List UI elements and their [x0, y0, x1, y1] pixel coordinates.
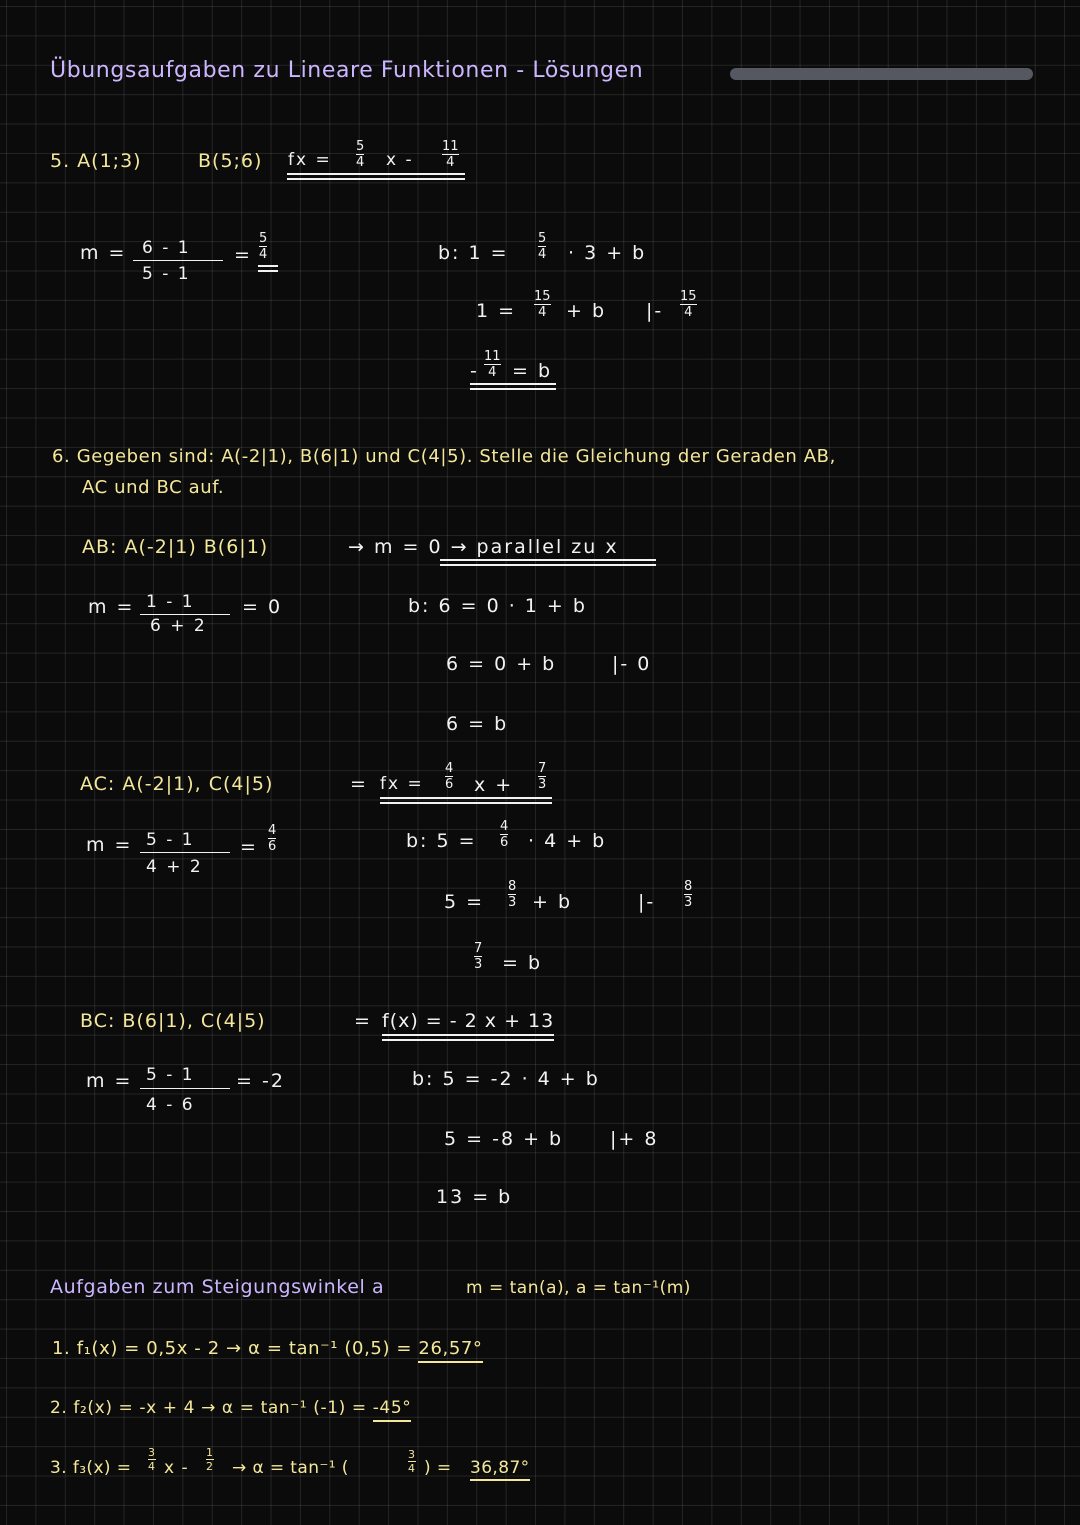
title-text: Übungsaufgaben zu Lineare Funktionen	[50, 58, 509, 83]
a5-m-result-fraction: 5 4	[259, 231, 268, 262]
a5-slope-fraction: 5 4	[356, 139, 365, 170]
title-separator: -	[516, 58, 525, 83]
a5-b-line1-fraction: 5 4	[538, 231, 547, 262]
bc-m-denominator: 4 - 6	[146, 1095, 195, 1115]
angle-item-3-a: 3. f₃(x) =	[50, 1458, 132, 1478]
title-highlight-bar	[730, 68, 1033, 80]
a6-task-line2: AC und BC auf.	[82, 477, 225, 498]
bc-equals: =	[354, 1010, 372, 1032]
angle-title: Aufgaben zum Steigungswinkel a	[50, 1276, 385, 1298]
page-title	[50, 60, 643, 82]
ac-equals: =	[350, 773, 368, 795]
angle-formula: m = tan(a), a = tan⁻¹(m)	[466, 1278, 691, 1298]
a5-m-label: m =	[80, 242, 127, 264]
ab-head: AB: A(-2|1) B(6|1)	[82, 536, 269, 558]
angle-item-3-result: 36,87°	[470, 1460, 530, 1481]
a5-point-b: B(5;6)	[198, 150, 263, 172]
a5-b-line2-mid: + b	[566, 300, 607, 322]
bc-head: BC: B(6|1), C(4|5)	[80, 1010, 266, 1032]
ab-b-line1: b: 6 = 0 · 1 + b	[408, 595, 587, 617]
a5-m-numerator: 6 - 1	[142, 238, 191, 258]
ac-m-label: m =	[86, 834, 133, 856]
angle-item-2: 2. f₂(x) = -x + 4 → α = tan⁻¹ (-1) = -45°	[50, 1400, 411, 1417]
ab-m-fraction-bar	[140, 614, 230, 615]
a5-b-line3-fraction: 11 4	[484, 349, 501, 380]
title-suffix: Lösungen	[532, 58, 644, 83]
bc-m-numerator: 5 - 1	[146, 1065, 195, 1085]
ab-underline-2	[440, 564, 656, 566]
bc-m-label: m =	[86, 1070, 133, 1092]
angle-item-1: 1. f₁(x) = 0,5x - 2 → α = tan⁻¹ (0,5) = 26,57°	[52, 1340, 483, 1358]
ac-m-denominator: 4 + 2	[146, 857, 203, 877]
a5-b-underline-2	[470, 388, 556, 390]
ac-b-line1-right: · 4 + b	[528, 830, 607, 852]
a5-x-minus: x -	[386, 150, 414, 170]
a5-fx-label: fx =	[288, 150, 332, 170]
angle-item-3-const-fraction: 1 2	[206, 1446, 214, 1473]
a5-m-fraction-bar	[133, 260, 223, 261]
a5-head: 5. A(1;3)	[50, 150, 142, 172]
ac-head: AC: A(-2|1), C(4|5)	[80, 773, 274, 795]
ac-b-line3-result: = b	[502, 952, 543, 974]
a5-b-line2-op: |-	[646, 300, 664, 322]
ab-m-denominator: 6 + 2	[150, 616, 207, 636]
a5-result-underline-1	[287, 173, 465, 175]
ac-b-line2-op: |-	[638, 891, 656, 913]
a5-b-line1-right: · 3 + b	[568, 242, 647, 264]
angle-item-3-b: x -	[164, 1458, 189, 1478]
bc-underline-1	[382, 1034, 554, 1036]
bc-m-fraction-bar	[140, 1088, 230, 1089]
a5-m-denominator: 5 - 1	[142, 264, 191, 284]
a5-m-eq: =	[234, 244, 252, 266]
ac-const-fraction: 7 3	[538, 761, 547, 792]
a5-b-line3-minus: -	[470, 360, 479, 382]
a5-b-line2-fraction: 15 4	[534, 289, 551, 320]
bc-underline-2	[382, 1039, 554, 1041]
bc-result: f(x) = - 2 x + 13	[382, 1010, 555, 1032]
a5-b-underline-1	[470, 383, 556, 385]
ac-x-plus: x +	[474, 774, 514, 796]
bc-b-line3: 13 = b	[436, 1186, 513, 1208]
angle-item-2-result: -45°	[373, 1398, 412, 1422]
ab-b-line2-op: |- 0	[612, 653, 652, 675]
angle-item-3-d: ) =	[424, 1458, 452, 1478]
bc-b-line2-op: |+ 8	[610, 1128, 659, 1150]
ab-b-line2: 6 = 0 + b	[446, 653, 557, 675]
a5-m-underline-1	[258, 265, 278, 267]
a5-b-line2-op-fraction: 15 4	[680, 289, 697, 320]
ac-m-numerator: 5 - 1	[146, 830, 195, 850]
angle-item-3-c: → α = tan⁻¹ (	[232, 1458, 349, 1478]
ac-fx-label: fx =	[380, 774, 424, 794]
ac-underline-2	[380, 802, 552, 804]
ac-m-fraction-bar	[140, 852, 230, 853]
bc-b-line1: b: 5 = -2 · 4 + b	[412, 1068, 600, 1090]
angle-item-3-tan-fraction: 3 4	[408, 1448, 416, 1475]
ac-b-line2-fraction: 8 3	[508, 879, 517, 910]
a6-task-line1: 6. Gegeben sind: A(-2|1), B(6|1) und C(4|5). Stelle die Gleichung der Geraden AB,	[52, 446, 836, 467]
ab-m-label: m =	[88, 596, 135, 618]
ac-b-line1-fraction: 4 6	[500, 819, 509, 850]
angle-item-1-result: 26,57°	[418, 1338, 482, 1363]
a5-result-underline-2	[287, 178, 465, 180]
ac-b-line1-left: b: 5 =	[406, 830, 477, 852]
a5-m-underline-2	[258, 270, 278, 272]
ac-m-eq: =	[240, 836, 258, 858]
a5-b-line2-left: 1 =	[476, 300, 517, 322]
ac-slope-fraction: 4 6	[445, 761, 454, 792]
ab-b-line3: 6 = b	[446, 713, 509, 735]
bc-m-result: = -2	[236, 1070, 285, 1092]
ab-underline-1	[440, 559, 656, 561]
bc-b-line2: 5 = -8 + b	[444, 1128, 564, 1150]
ac-b-line2-op-fraction: 8 3	[684, 879, 693, 910]
a5-b-line3-result: = b	[512, 360, 553, 382]
ac-underline-1	[380, 797, 552, 799]
ab-result: → m = 0 → parallel zu x	[348, 536, 619, 558]
ab-m-numerator: 1 - 1	[146, 592, 195, 612]
ac-b-line3-fraction: 7 3	[474, 941, 483, 972]
ac-b-line2-mid: + b	[532, 891, 573, 913]
ac-b-line2-left: 5 =	[444, 891, 485, 913]
ac-m-result-fraction: 4 6	[268, 823, 277, 854]
a5-const-fraction: 11 4	[442, 139, 459, 170]
angle-item-3-slope-fraction: 3 4	[148, 1446, 156, 1473]
ab-m-result: = 0	[242, 596, 283, 618]
a5-b-line1-left: b: 1 =	[438, 242, 509, 264]
